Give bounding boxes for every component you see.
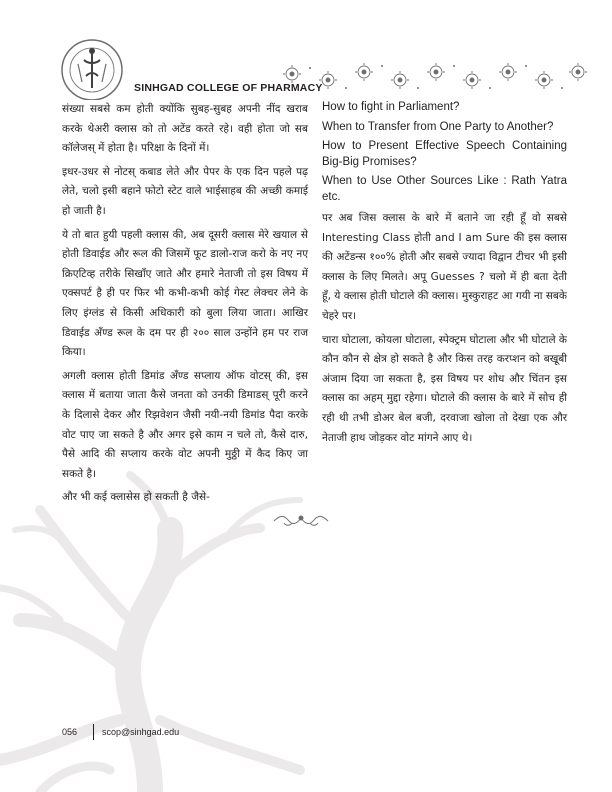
- footer-divider: [93, 724, 94, 740]
- class-topic-item: When to Use Other Sources Like : Rath Yatra etc.: [322, 175, 567, 203]
- page-number: 056: [62, 727, 78, 737]
- paragraph: पर अब जिस क्लास के बारे में बताने जा रही हूँ वो सबसे Interesting Class होती and I am Sure की इस क्लास की अटेंडन्स १००% होती और सबसे ज्यादा विद्वान टीचर भी इसी क्लास के लिए मिलते। अपू Guesses ? चलो में ही बता देती हूँ, ये क्लास होती घोटाले की क्लास। मुस्कुराहट आ गयी ना सबके चेहरे पर।: [322, 212, 567, 322]
- paragraph: इधर-उधर से नोटस् कबाड लेते और पेपर के एक दिन पहले पढ़ लेते, चलो इसी बहाने फोटो स्टेट वाले भाईसाहब की अच्छी कमाई हो जाती है।: [62, 165, 308, 217]
- paragraph: ये तो बात हुयी पहली क्लास की, अब दूसरी क्लास मेरे खयाल से होती डिवाईड और रूल की जिसमें फूट डालो-राज करो के नए नए क्रिएटिव्ह तरीके सिखाँए जाते और हमारे नेताजी तो इस विषय में एक्सपर्ट है ही पर फिर भी कभी-कभी कोई गेस्ट लेक्चर लेने के लिए इंग्लंड से किसी अधिकारी को बुला लिया जाता। आखिर डिवाईड अँण्ड रूल के दम पर ही २०० साल उन्होंने हम पर राज किया।: [62, 228, 308, 359]
- decorative-ornament-row: [282, 60, 594, 94]
- paragraph: अगली क्लास होती डिमांड अँण्ड सप्लाय ऑफ वोटस् की, इस क्लास में बताया जाता कैसे जनता को उनकी डिमाडस् पूरी करने के दिलासे देकर और रिझवेशन जैसी नयी-नयी डिमांड पैदा करके वोट पाए जा सकते है और अगर इसे काम न चले तो, कैसे दारु, पैसे आदि की सप्लाय करके वोट अपनी मुठ्ठी में कैद किए जा सकते है।: [62, 369, 308, 480]
- paragraph: और भी कई क्लासेस हो सकती है जैसे-: [62, 491, 210, 504]
- college-logo: [52, 34, 130, 100]
- right-column: [322, 100, 567, 448]
- section-end-ornament-icon: [272, 513, 330, 527]
- page-header: [0, 0, 612, 100]
- class-topic-item: How to Present Effective Speech Containing Big-Big Promises?: [322, 140, 567, 168]
- class-topic-item: How to fight in Parliament?: [322, 101, 460, 113]
- left-column: [62, 100, 308, 508]
- class-topic-item: When to Transfer from One Party to Another?: [322, 120, 554, 133]
- footer-email: scop@sinhgad.edu: [102, 727, 180, 737]
- paragraph: चारा घोटाला, कोयला घोटाला, स्पेक्ट्रम घोटाला और भी घोटाले के कौन कौन से क्षेत्र हो सकते है और किस तरह करप्शन को बखूबी अंजाम दिया जा सकता है, इस विषय पर शोध और चिंतन इस क्लास का अहम् मुद्दा रहेगा। घोटाले की क्लास के बारे में सोच ही रही थी तभी डोअर बेल बजी, दरवाजा खोला तो देखा एक और नेताजी हाथ जोड़कर वोट मांगने आए थे।: [322, 333, 567, 444]
- paragraph: संख्या सबसे कम होती क्योंकि सुबह-सुबह अपनी नींद खराब करके थेअरी क्लास को तो अटेंड करते रहे। वही होता जो सब कॉलेजस् में होता है। परिक्षा के दिनों में।: [62, 103, 308, 155]
- college-name: SINHGAD COLLEGE OF PHARMACY: [134, 82, 323, 94]
